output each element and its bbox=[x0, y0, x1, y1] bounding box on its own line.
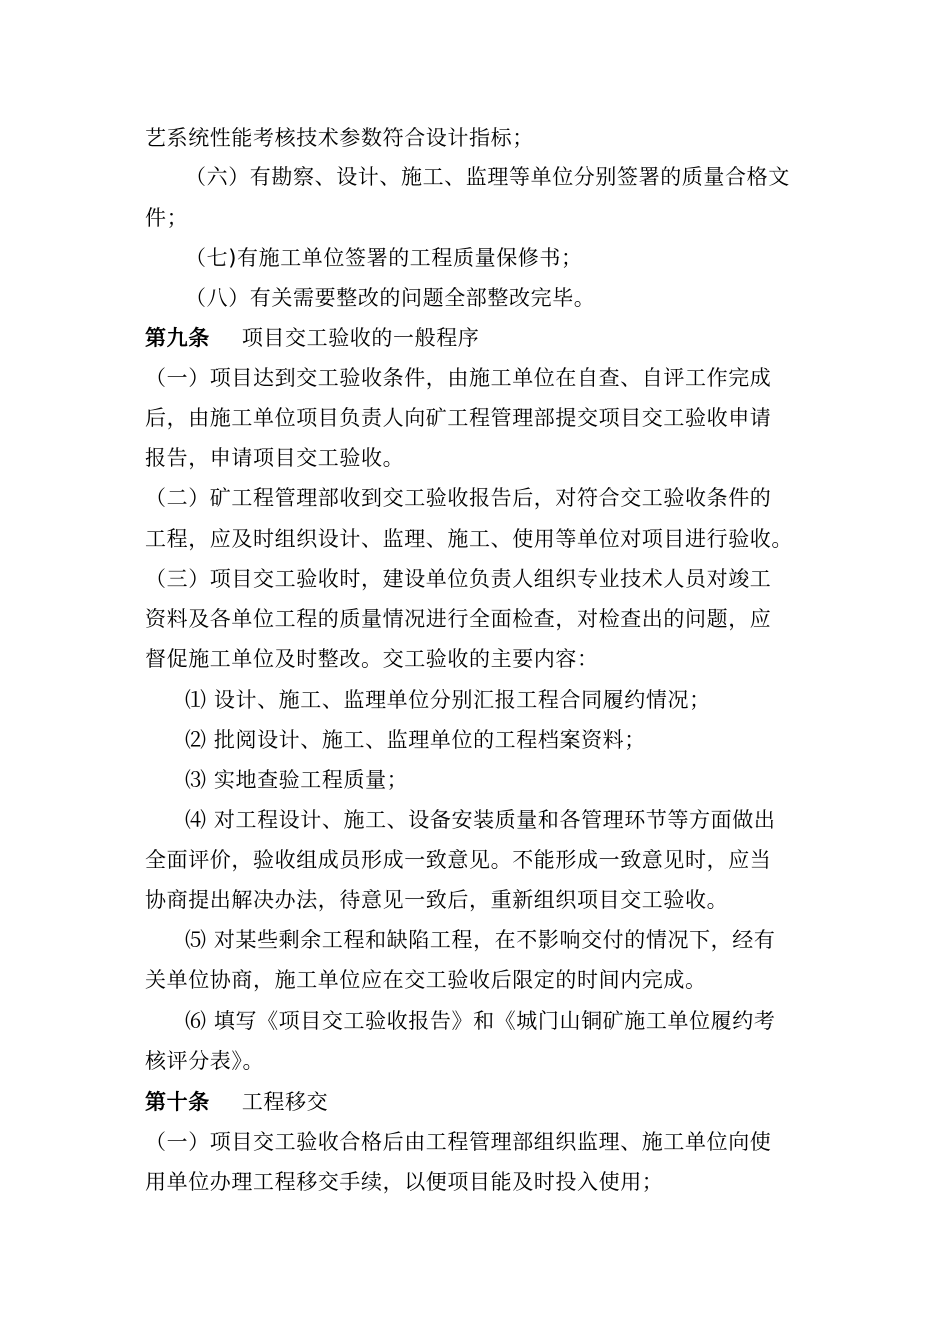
paragraph-line: 协商提出解决办法，待意见一致后，重新组织项目交工验收。 bbox=[145, 888, 729, 912]
paragraph-line: 艺系统性能考核技术参数符合设计指标； bbox=[145, 126, 534, 150]
list-item-7: （七)有施工单位签署的工程质量保修书； bbox=[185, 246, 583, 270]
paragraph-line: （一）项目交工验收合格后由工程管理部组织监理、施工单位向使 bbox=[145, 1130, 772, 1154]
paragraph-line: 报告，申请项目交工验收。 bbox=[145, 446, 405, 470]
paragraph-line: （一）项目达到交工验收条件，由施工单位在自查、自评工作完成 bbox=[145, 366, 772, 390]
paragraph-line: 关单位协商，施工单位应在交工验收后限定的时间内完成。 bbox=[145, 968, 707, 992]
sub-item-1: ⑴ 设计、施工、监理单位分别汇报工程合同履约情况； bbox=[185, 688, 711, 712]
paragraph-line: 督促施工单位及时整改。交工验收的主要内容： bbox=[145, 647, 599, 671]
article-9-number: 第九条 bbox=[145, 326, 210, 350]
article-10-heading bbox=[145, 1088, 328, 1116]
list-item-8: （八）有关需要整改的问题全部整改完毕。 bbox=[185, 286, 596, 310]
list-item-6: （六）有勘察、设计、施工、监理等单位分别签署的质量合格文 bbox=[185, 165, 790, 189]
article-10-title: 工程移交 bbox=[241, 1090, 329, 1114]
paragraph-line: （三）项目交工验收时，建设单位负责人组织专业技术人员对竣工 bbox=[145, 567, 772, 591]
sub-item-3: ⑶ 实地查验工程质量； bbox=[185, 768, 409, 792]
paragraph-line: 件； bbox=[145, 206, 189, 230]
sub-item-4: ⑷ 对工程设计、施工、设备安装质量和各管理环节等方面做出 bbox=[185, 808, 776, 832]
article-9-heading bbox=[145, 324, 479, 352]
paragraph-line: 核评分表》。 bbox=[145, 1049, 265, 1073]
article-9-title: 项目交工验收的一般程序 bbox=[241, 326, 480, 350]
sub-item-2: ⑵ 批阅设计、施工、监理单位的工程档案资料； bbox=[185, 728, 646, 752]
article-10-number: 第十条 bbox=[145, 1090, 210, 1114]
paragraph-line: 工程，应及时组织设计、监理、施工、使用等单位对项目进行验收。 bbox=[145, 527, 793, 551]
sub-item-5: ⑸ 对某些剩余工程和缺陷工程，在不影响交付的情况下，经有 bbox=[185, 928, 776, 952]
sub-item-6: ⑹ 填写《项目交工验收报告》和《城门山铜矿施工单位履约考 bbox=[185, 1009, 776, 1033]
paragraph-line: 资料及各单位工程的质量情况进行全面检查，对检查出的问题，应 bbox=[145, 607, 772, 631]
paragraph-line: 全面评价，验收组成员形成一致意见。不能形成一致意见时，应当 bbox=[145, 848, 772, 872]
paragraph-line: 用单位办理工程移交手续，以便项目能及时投入使用； bbox=[145, 1170, 664, 1194]
paragraph-line: （二）矿工程管理部收到交工验收报告后，对符合交工验收条件的 bbox=[145, 486, 772, 510]
paragraph-line: 后，由施工单位项目负责人向矿工程管理部提交项目交工验收申请 bbox=[145, 406, 772, 430]
